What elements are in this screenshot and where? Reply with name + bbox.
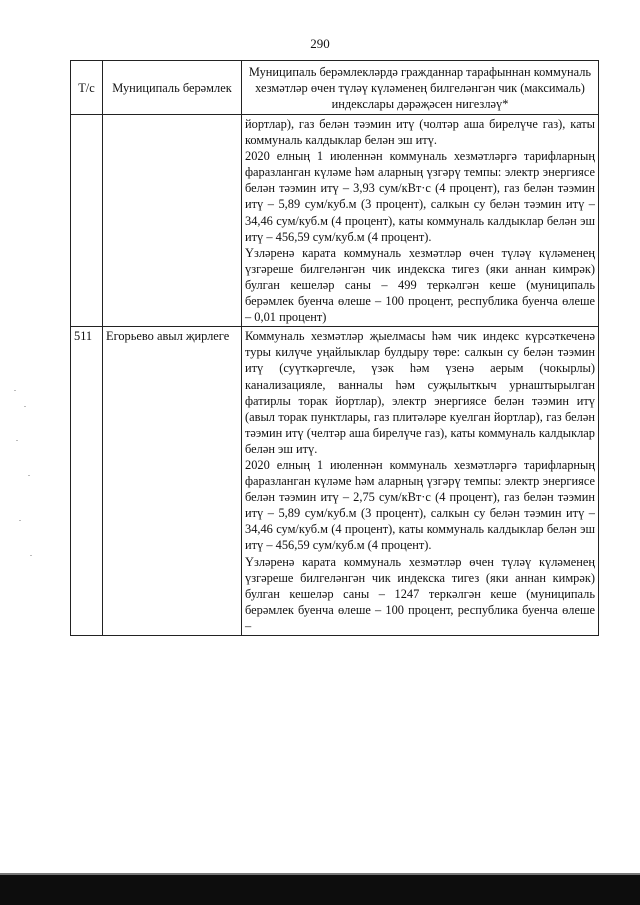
page-number: 290 (310, 36, 330, 51)
table-row (71, 327, 599, 636)
row-municipality (103, 115, 242, 327)
row-justification (242, 327, 599, 636)
row-number: 511 (71, 327, 103, 636)
tariff-table (70, 60, 599, 636)
header-justification: Муниципаль берәмлекләрдә гражданнар тарафыннан коммуналь хезмәтләр өчен түләү күләменең билгеләнгән чик (максималь) индекслары дәрәҗәсен нигезләү* (242, 61, 599, 115)
paragraph: 2020 елның 1 июленнән коммуналь хезмәтләргә тарифларның фаразланган күләме һәм аларның үзгәрү темпы: электр энергиясе белән тәэмин итү – 3,93 сум/кВт·с (4 процент), газ белән тәэмин итү – 5,89 сум/куб.м (3 процент), салкын су белән тәэмин итү – 34,46 сум/куб.м (4 процент), каты коммуналь калдыклар белән эш итү – 456,59 сум/куб.м (4 процент). (245, 149, 595, 244)
row-number (71, 115, 103, 327)
paragraph: 2020 елның 1 июленнән коммуналь хезмәтләргә тарифларның фаразланган күләме һәм аларның үзгәрү темпы: электр энергиясе белән тәэмин итү – 2,75 сум/кВт·с (4 процент), газ белән тәэмин итү – 5,89 сум/куб.м (3 процент), салкын су белән тәэмин итү – 34,46 сум/куб.м (4 процент), каты коммуналь калдыклар белән эш итү – 456,59 сум/куб.м (4 процент). (245, 457, 595, 553)
paragraph: Үзләренә карата коммуналь хезмәтләр өчен түләү күләменең үзгәреше билгеләнгән чик индекска тигез (яки аннан кимрәк) булган кешеләр саны – 499 теркәлгән кеше (муниципаль берәмлек буенча өлеше – 100 процент, республика буенча өлеше – 0,01 процент) (245, 245, 595, 325)
scan-artifact (10, 380, 40, 580)
row-municipality: Егорьево авыл җирлеге (103, 327, 242, 636)
paragraph: йортлар), газ белән тәэмин итү (чолтәр аша бирелүче газ), каты коммуналь калдыклар белән эш итү. (245, 117, 595, 148)
header-number: Т/с (71, 61, 103, 115)
table-header-row (71, 61, 599, 115)
table-row (71, 115, 599, 327)
paragraph: Коммуналь хезмәтләр җыелмасы һәм чик индекс күрсәткеченә туры килүче уңайлыклар булдыру төре: салкын су белән тәэмин итү (суүткәргечле, үзәк һәм үзенә аерым (чокырлы) канализацияле, ванналы һәм суҗылыткыч урнаштырылган фатирлы торак йортлар), электр энергиясе белән тәэмин итү (авыл торак пунктлары, газ плитәләре куелган йортлар), газ белән тәэмин итү (челтәр аша бирелүче газ), каты коммуналь калдыклар белән эш итү. (245, 329, 595, 456)
scan-bottom-bar (0, 875, 640, 905)
row-justification (242, 115, 599, 327)
header-municipality: Муниципаль берәмлек (103, 61, 242, 115)
paragraph: Үзләренә карата коммуналь хезмәтләр өчен түләү күләменең үзгәреше билгеләнгән чик индекска тигез (яки аннан кимрәк) булган кешеләр саны – 1247 теркәлгән кеше (муниципаль берәмлек буенча өлеше – 100 процент, республика буенча өлеше – (245, 554, 595, 633)
